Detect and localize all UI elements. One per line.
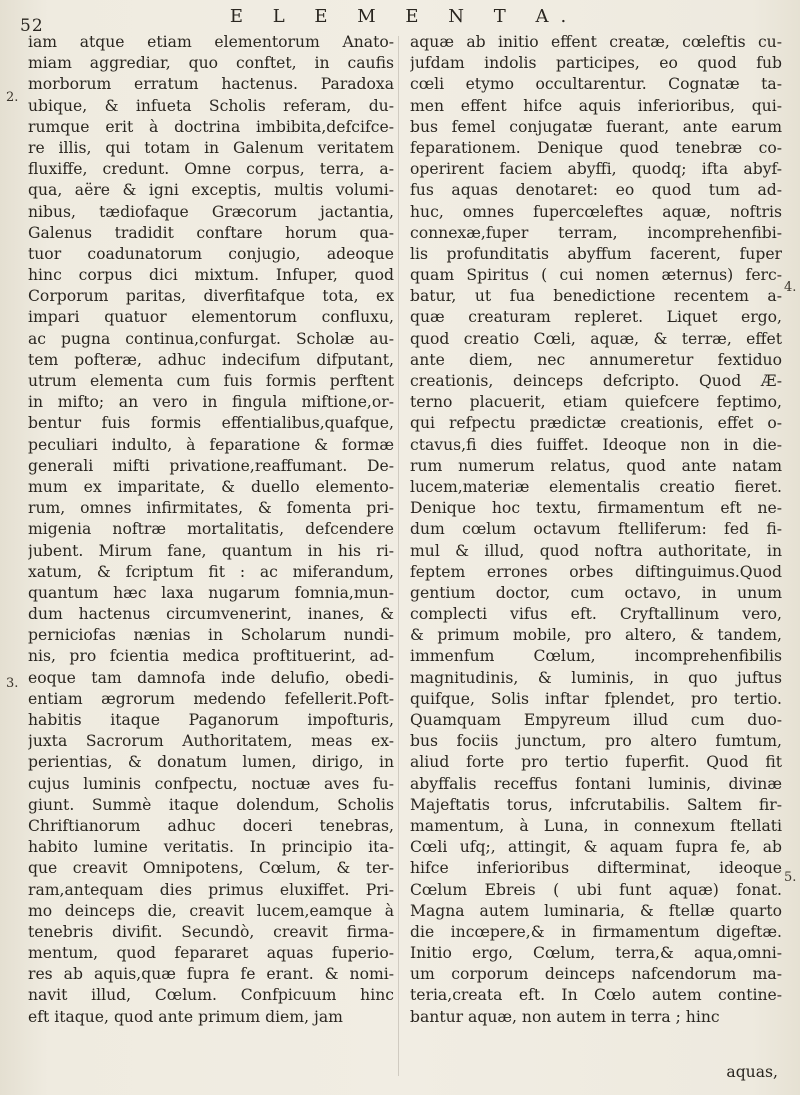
text-line: ram,antequam dies primus eluxiffet. Pri- [28, 880, 394, 899]
text-line: perientias, & donatum lumen, dirigo, in [28, 753, 394, 772]
text-line: terno placuerit, etiam quiefcere feptimo, [410, 393, 782, 412]
text-line: bus fociis junctum, pro altero fumtum, [410, 732, 782, 751]
text-line: tuor coadunatorum conjugio, adeoque [28, 244, 394, 263]
text-line: in mifto; an vero in fingula miftione,or- [28, 393, 394, 412]
text-line: quam Spiritus ( cui nomen æternus) ferc- [410, 266, 782, 285]
text-line: quifque, Solis inftar fplendet, pro tertio. [410, 689, 782, 708]
text-line: generali mifti privatione,reaffumant. De- [28, 456, 394, 475]
text-line: Quamquam Empyreum illud cum duo- [410, 711, 782, 729]
text-line: iam atque etiam elementorum Anato- [28, 33, 394, 51]
text-line: juxta Sacrorum Authoritatem, meas ex- [28, 732, 394, 751]
text-line: Corporum paritas, diverfitafque tota, ex [28, 287, 394, 306]
text-line: quæ creaturam repleret. Liquet ergo, [410, 308, 782, 327]
text-line: tenebris divifit. Secundò, creavit firma- [28, 922, 394, 941]
text-line: immenfum Cœlum, incomprehenfibilis [410, 647, 782, 666]
text-line: lucem,materiæ elementalis creatio fieret. [410, 477, 782, 496]
text-line: cujus luminis confpectu, noctuæ aves fu- [28, 774, 394, 793]
text-line: rumque erit à doctrina imbibita,defcifce- [28, 117, 394, 136]
text-line: migenia noftræ mortalitatis, defcendere [28, 520, 394, 539]
right-text-column [410, 32, 782, 1028]
text-line: huc, omnes fupercœleftes aquæ, noftris [410, 202, 782, 221]
text-line: ac pugna continua,confurgat. Scholæ au- [28, 329, 394, 348]
text-line: eft itaque, quod ante primum diem, jam [28, 1007, 343, 1026]
margin-note: 5. [784, 870, 797, 885]
text-line: complecti vifus eft. Cryftallinum vero, [410, 605, 782, 624]
column-gutter [398, 36, 399, 1076]
text-line: feptem errones orbes diftinguimus.Quod [410, 562, 782, 581]
text-line: jubent. Mirum fane, quantum in his ri- [28, 541, 394, 560]
text-line: re illis, qui totam in Galenum veritatem [28, 138, 394, 157]
text-line: peculiari indulto, à feparatione & formæ [28, 435, 394, 454]
text-line: & primum mobile, pro altero, & tandem, [410, 626, 782, 645]
text-line: Magna autem luminaria, & ftellæ quarto [410, 901, 782, 920]
text-line: miam aggrediar, quo conftet, in caufis [28, 54, 394, 73]
text-line: connexæ,fuper terram, incomprehenfibi- [410, 223, 782, 242]
text-line: Chriftianorum adhuc doceri tenebras, [28, 816, 394, 835]
text-line: nibus, tædiofaque Græcorum jactantia, [28, 202, 394, 221]
text-line: utrum elementa cum fuis formis perftent [28, 372, 394, 390]
left-text-column [28, 32, 394, 1028]
page-number: 52 [20, 16, 44, 36]
text-line: dum cœlum octavum ftelliferum: fed fi- [410, 520, 782, 539]
text-line: operirent faciem abyffi, quodq; ifta abyf- [410, 160, 782, 179]
text-line: eoque tam damnofa inde delufio, obedi- [28, 668, 394, 687]
text-line: quantum hæc laxa nugarum fomnia,mun- [28, 583, 394, 602]
text-line: entiam ægrorum medendo fefellerit.Poft- [28, 689, 394, 708]
text-line: Cœli ufq;, attingit, & aquam fupra fe, ab [410, 838, 782, 857]
text-line: impari quatuor elementorum confluxu, [28, 308, 394, 327]
text-line: Cœlum Ebreis ( ubi funt aquæ) fonat. [410, 880, 782, 899]
text-line: habitis itaque Paganorum impofturis, [28, 711, 394, 729]
text-line: perniciofas nænias in Scholarum nundi- [28, 626, 394, 645]
text-line: habito lumine veritatis. In principio ita- [28, 838, 394, 857]
text-line: abyffalis receffus fontani luminis, divinæ [410, 774, 782, 793]
text-line: giunt. Summè itaque dolendum, Scholis [28, 795, 394, 814]
text-line: creationis, deinceps defcripto. Quod Æ- [410, 372, 782, 390]
text-line: fluxiffe, credunt. Omne corpus, terra, a- [28, 160, 394, 179]
text-line: magnitudinis, & luminis, in quo juftus [410, 668, 782, 687]
text-line: bus femel conjugatæ fuerant, ante earum [410, 117, 782, 136]
text-line: ubique, & infueta Scholis referam, du- [28, 96, 394, 115]
text-line: Galenus tradidit conftare horum qua- [28, 223, 394, 242]
text-line: Initio ergo, Cœlum, terra,& aqua,omni- [410, 944, 782, 963]
margin-note: 3. [6, 676, 19, 691]
text-line: die incœpere,& in firmamentum digeftæ. [410, 922, 782, 941]
text-line: um corporum deinceps nafcendorum ma- [410, 965, 782, 984]
margin-note: 4. [784, 280, 797, 295]
text-line: bentur fuis formis effentialibus,quafque, [28, 414, 394, 433]
text-line: teria,creata eft. In Cœlo autem contine- [410, 986, 782, 1005]
text-line: mul & illud, quod noftra authoritate, in [410, 541, 782, 560]
text-line: dum hactenus circumvenerint, inanes, & [28, 605, 394, 624]
text-line: men effent hifce aquis inferioribus, qui- [410, 96, 782, 115]
text-line: hifce inferioribus difterminat, ideoque [410, 859, 782, 878]
text-line: gentium doctor, cum octavo, in unum [410, 583, 782, 602]
text-line: tem pofteræ, adhuc indecifum difputant, [28, 350, 394, 369]
text-line: navit illud, Cœlum. Confpicuum hinc [28, 986, 394, 1005]
running-head: E L E M E N T A. [229, 6, 579, 27]
text-line: hinc corpus dici mixtum. Infuper, quod [28, 266, 394, 285]
text-line: qui refpectu prædictæ creationis, effet o- [410, 414, 782, 433]
text-line: mentum, quod fepararet aquas fuperio- [28, 944, 394, 963]
text-line: aliud forte pro tertio fuperfit. Quod fit [410, 753, 782, 772]
text-line: feparationem. Denique quod tenebræ co- [410, 138, 782, 157]
text-line: morborum erratum hactenus. Paradoxa [28, 75, 394, 94]
text-line: lis profunditatis abyffum facerent, fuper [410, 244, 782, 263]
margin-note: 2. [6, 90, 19, 105]
text-line: ante diem, nec annumeretur fextiduo [410, 350, 782, 369]
text-line: Majeftatis torus, infcrutabilis. Saltem fir- [410, 795, 782, 814]
text-line: qua, aëre & igni exceptis, multis volumi- [28, 181, 394, 200]
text-line: rum numerum relatus, quod ante natam [410, 456, 782, 475]
text-line: jufdam indolis participes, eo quod fub [410, 54, 782, 73]
text-line: fus aquas denotaret: eo quod tum ad- [410, 181, 782, 200]
text-line: cœli etymo occultarentur. Cognatæ ta- [410, 75, 782, 94]
text-line: ctavus,fi dies fuiffet. Ideoque non in die- [410, 435, 782, 454]
text-line: rum, omnes infirmitates, & fomenta pri- [28, 499, 394, 518]
catchword: aquas, [726, 1063, 778, 1081]
text-line: que creavit Omnipotens, Cœlum, & ter- [28, 859, 394, 878]
text-line: mum ex imparitate, & duello elemento- [28, 477, 394, 496]
text-line: aquæ ab initio effent creatæ, cœleftis cu- [410, 33, 782, 51]
text-line: quod creatio Cœli, aquæ, & terræ, effet [410, 329, 782, 348]
text-line: mo deinceps die, creavit lucem,eamque à [28, 901, 394, 920]
text-line: mamentum, à Luna, in connexum ftellati [410, 816, 782, 835]
text-line: xatum, & fcriptum fit : ac miferandum, [28, 562, 394, 581]
text-line: bantur aquæ, non autem in terra ; hinc [410, 1007, 720, 1026]
page-header [0, 6, 800, 36]
text-line: nis, pro fcientia medica proftituerint, ad- [28, 647, 394, 666]
text-line: batur, ut fua benedictione recentem a- [410, 287, 782, 306]
text-line: res ab aquis,quæ fupra fe erant. & nomi- [28, 965, 394, 984]
text-line: Denique hoc textu, firmamentum eft ne- [410, 499, 782, 518]
